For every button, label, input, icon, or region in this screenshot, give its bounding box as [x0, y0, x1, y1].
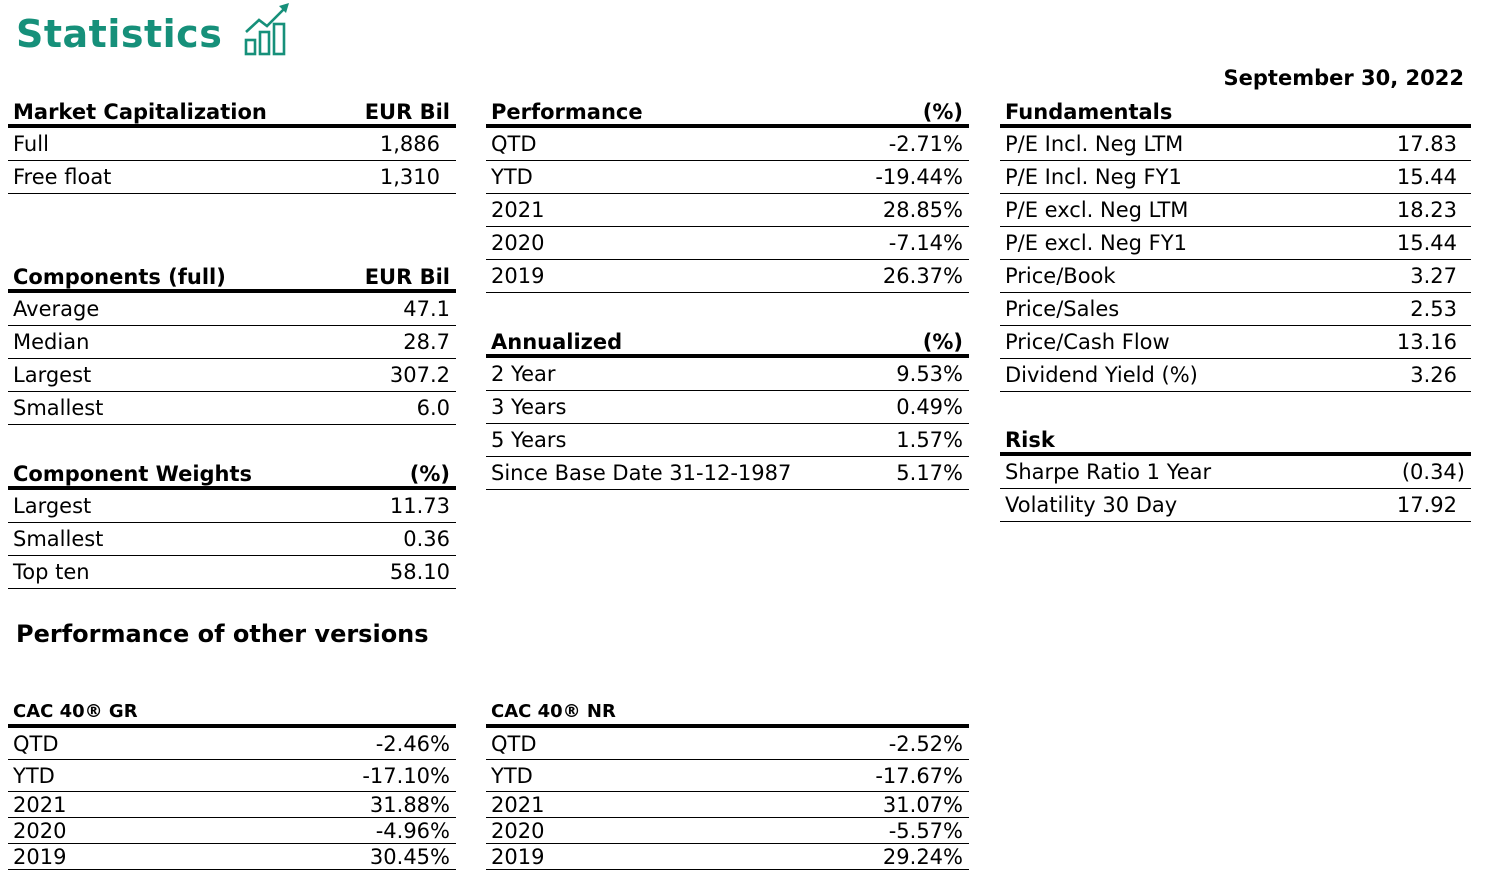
row-value: 5.17%: [896, 461, 963, 485]
header-label: Fundamentals: [1005, 100, 1173, 124]
row-value: 307.2: [389, 363, 450, 387]
table-row: [486, 358, 969, 391]
row-value: 17.92: [1396, 493, 1457, 517]
row-label: YTD: [491, 165, 533, 189]
row-label: P/E Incl. Neg FY1: [1005, 165, 1182, 189]
row-label: 5 Years: [491, 428, 567, 452]
table-row: [486, 128, 969, 161]
header-label: Components (full): [13, 265, 226, 289]
row-value: 6.0: [416, 396, 450, 420]
table-row: [8, 760, 456, 792]
other-versions-title: Performance of other versions: [16, 620, 429, 648]
row-value: 0.49%: [896, 395, 963, 419]
row-value: -17.67%: [875, 763, 963, 788]
row-label: 2021: [491, 198, 545, 222]
row-label: P/E excl. Neg LTM: [1005, 198, 1189, 222]
header-unit: EUR Bil: [364, 265, 450, 289]
risk-table: [1000, 426, 1471, 522]
header-label: CAC 40® GR: [13, 701, 138, 722]
table-row: [1000, 161, 1471, 194]
row-value: -17.10%: [362, 763, 450, 788]
header-unit: (%): [922, 330, 963, 354]
table-row: [8, 392, 456, 425]
row-label: 2021: [13, 792, 67, 817]
row-label: 2020: [491, 818, 545, 843]
table-row: [1000, 194, 1471, 227]
table-row: [486, 194, 969, 227]
table-row: [486, 391, 969, 424]
row-label: 2021: [491, 792, 545, 817]
row-label: Sharpe Ratio 1 Year: [1005, 460, 1212, 484]
row-value: 28.7: [403, 330, 450, 354]
table-row: [486, 818, 969, 844]
table-row: [8, 326, 456, 359]
row-label: Smallest: [13, 527, 104, 551]
table-row: [1000, 359, 1471, 392]
row-value: 31.88%: [369, 792, 450, 817]
row-label: Largest: [13, 363, 92, 387]
table-row: [8, 844, 456, 870]
row-label: P/E Incl. Neg LTM: [1005, 132, 1184, 156]
table-row: [1000, 293, 1471, 326]
header-label: Market Capitalization: [13, 100, 267, 124]
row-value: -2.52%: [888, 731, 963, 756]
row-value: 13.16: [1396, 330, 1457, 354]
table-row: [486, 227, 969, 260]
nr-table: [486, 700, 969, 870]
row-label: QTD: [491, 731, 537, 756]
row-label: 2019: [491, 844, 545, 869]
fundamentals-table: [1000, 98, 1471, 392]
table-row: [8, 128, 456, 161]
header-label: CAC 40® NR: [491, 701, 616, 722]
table-row: [1000, 456, 1471, 489]
table-header: [486, 328, 969, 358]
table-row: [486, 844, 969, 870]
row-label: Largest: [13, 494, 92, 518]
row-value: 3.26: [1410, 363, 1457, 387]
header-unit: (%): [409, 462, 450, 486]
annualized-table: [486, 328, 969, 490]
table-row: [1000, 260, 1471, 293]
row-value: 1,886: [379, 132, 440, 156]
row-label: 2019: [491, 264, 545, 288]
row-value: 31.07%: [882, 792, 963, 817]
row-label: QTD: [491, 132, 537, 156]
row-value: 17.83: [1396, 132, 1457, 156]
table-header: [1000, 426, 1471, 456]
row-label: Price/Book: [1005, 264, 1116, 288]
row-label: YTD: [13, 763, 55, 788]
table-row: [486, 161, 969, 194]
table-header: [486, 98, 969, 128]
table-row: [486, 260, 969, 293]
row-value: 58.10: [389, 560, 450, 584]
row-value: 29.24%: [882, 844, 963, 869]
row-value: 28.85%: [882, 198, 963, 222]
table-row: [486, 424, 969, 457]
row-value: 3.27: [1410, 264, 1457, 288]
table-row: [8, 818, 456, 844]
page-title: Statistics: [16, 12, 223, 56]
row-value: -5.57%: [888, 818, 963, 843]
table-header: [8, 263, 456, 293]
table-row: [1000, 326, 1471, 359]
table-row: [8, 523, 456, 556]
row-label: 2020: [491, 231, 545, 255]
row-label: 2 Year: [491, 362, 556, 386]
table-row: [1000, 227, 1471, 260]
header-unit: EUR Bil: [364, 100, 450, 124]
row-label: QTD: [13, 731, 59, 756]
header-unit: (%): [922, 100, 963, 124]
row-value: 0.36: [403, 527, 450, 551]
components-table: [8, 263, 456, 425]
table-row: [8, 359, 456, 392]
header-label: Performance: [491, 100, 643, 124]
row-label: P/E excl. Neg FY1: [1005, 231, 1187, 255]
row-value: 18.23: [1396, 198, 1457, 222]
rising-bar-chart-icon: [243, 2, 293, 62]
row-value: 2.53: [1410, 297, 1457, 321]
table-row: [1000, 128, 1471, 161]
table-header: [8, 98, 456, 128]
table-row: [486, 760, 969, 792]
row-value: 11.73: [389, 494, 450, 518]
row-label: Smallest: [13, 396, 104, 420]
report-date: September 30, 2022: [1223, 66, 1464, 90]
performance-table: [486, 98, 969, 293]
header-label: Risk: [1005, 428, 1055, 452]
row-value: -2.71%: [888, 132, 963, 156]
row-label: Price/Sales: [1005, 297, 1120, 321]
row-value: 15.44: [1396, 165, 1457, 189]
row-label: Full: [13, 132, 49, 156]
header-label: Annualized: [491, 330, 623, 354]
table-header: [8, 700, 456, 728]
table-row: [8, 161, 456, 194]
table-row: [486, 792, 969, 818]
row-value: -4.96%: [375, 818, 450, 843]
row-label: Price/Cash Flow: [1005, 330, 1170, 354]
row-value: 26.37%: [882, 264, 963, 288]
row-label: Dividend Yield (%): [1005, 363, 1198, 387]
market-cap-table: [8, 98, 456, 194]
table-header: [486, 700, 969, 728]
row-value: 1.57%: [896, 428, 963, 452]
gr-table: [8, 700, 456, 870]
header-label: Component Weights: [13, 462, 253, 486]
row-label: YTD: [491, 763, 533, 788]
row-label: Since Base Date 31-12-1987: [491, 461, 792, 485]
row-label: 2019: [13, 844, 67, 869]
table-row: [8, 728, 456, 760]
row-value: 15.44: [1396, 231, 1457, 255]
row-label: Volatility 30 Day: [1005, 493, 1178, 517]
table-row: [8, 490, 456, 523]
row-value: 30.45%: [369, 844, 450, 869]
row-value: -7.14%: [888, 231, 963, 255]
row-label: Top ten: [13, 560, 90, 584]
table-header: [8, 460, 456, 490]
row-value: -19.44%: [875, 165, 963, 189]
row-label: Free float: [13, 165, 112, 189]
row-label: Average: [13, 297, 100, 321]
table-header: [1000, 98, 1471, 128]
table-row: [8, 556, 456, 589]
weights-table: [8, 460, 456, 589]
table-row: [8, 792, 456, 818]
row-value: 47.1: [403, 297, 450, 321]
row-label: 3 Years: [491, 395, 567, 419]
table-row: [8, 293, 456, 326]
row-label: Median: [13, 330, 90, 354]
row-label: 2020: [13, 818, 67, 843]
row-value: 9.53%: [896, 362, 963, 386]
table-row: [486, 457, 969, 490]
table-row: [486, 728, 969, 760]
table-row: [1000, 489, 1471, 522]
row-value: (0.34): [1401, 460, 1465, 484]
row-value: -2.46%: [375, 731, 450, 756]
row-value: 1,310: [379, 165, 440, 189]
